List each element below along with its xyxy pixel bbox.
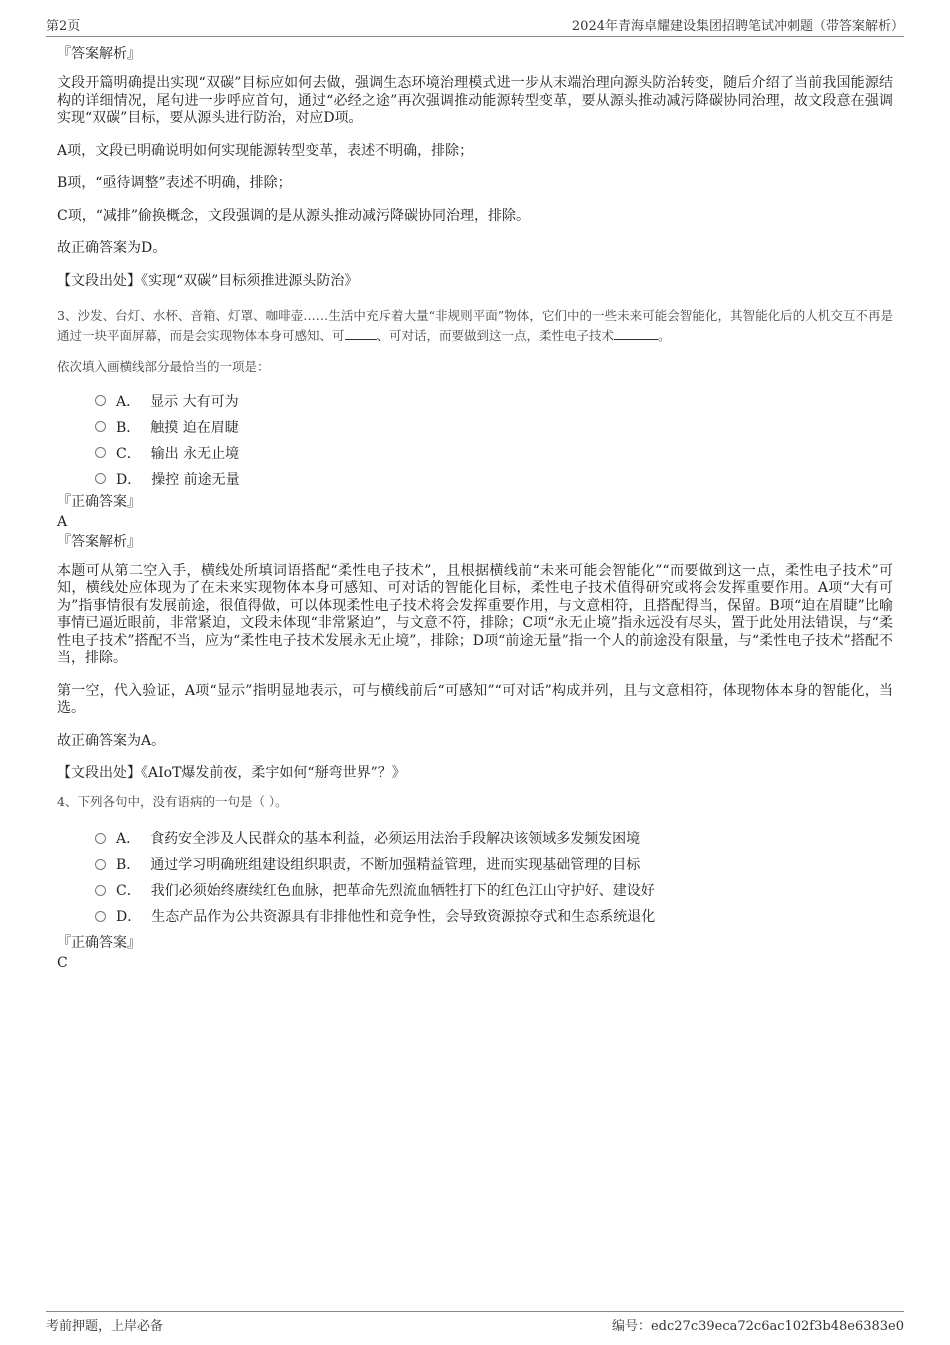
- page-content: [57, 44, 893, 973]
- analysis-paragraph-2: 第一空，代入验证，A项“显示”指明显地表示，可与横线前后“可感知”“可对话”构成并列，且与文意相符，体现物体本身的智能化，当选。: [57, 682, 893, 716]
- option-c[interactable]: C． 输出 永无止境: [95, 440, 893, 466]
- answer-value: A: [57, 513, 68, 530]
- page-number: 第2页: [46, 19, 81, 34]
- document-title: 2024年青海卓耀建设集团招聘笔试冲刺题（带答案解析）: [571, 19, 904, 34]
- question-4-options: [57, 825, 893, 929]
- blank-2: [614, 327, 658, 340]
- radio-icon[interactable]: [95, 833, 106, 844]
- question-3-options: [57, 388, 893, 492]
- option-c[interactable]: C． 我们必须始终赓续红色血脉，把革命先烈流血牺牲打下的红色江山守护好、建设好: [95, 877, 893, 903]
- source-citation: 【文段出处】《实现“双碳”目标须推进源头防治》: [57, 272, 359, 289]
- document-code: 编号：edc27c39eca72c6ac102f3b48e6383e0: [611, 1318, 904, 1334]
- stem-part-3: 。: [658, 327, 671, 343]
- question-3-stem: [57, 306, 893, 346]
- option-b[interactable]: B． 触摸 迫在眉睫: [95, 414, 893, 440]
- answer-value: C: [57, 955, 68, 971]
- conclusion: 故正确答案为D。: [57, 240, 167, 256]
- option-a-analysis: A项，文段已明确说明如何实现能源转型变革，表述不明确，排除；: [57, 142, 474, 159]
- analysis-label: 『答案解析』: [57, 533, 141, 550]
- answer-label: 『正确答案』: [57, 935, 141, 951]
- page-footer: [46, 1311, 904, 1336]
- blank-1: [345, 327, 377, 340]
- answer-label: 『正确答案』: [57, 493, 141, 510]
- option-c-analysis: C项，“减排”偷换概念，文段强调的是从源头推动减污降碳协同治理，排除。: [57, 207, 531, 224]
- option-b[interactable]: B． 通过学习明确班组建设组织职责，不断加强精益管理，进而实现基础管理的目标: [95, 851, 893, 877]
- radio-icon[interactable]: [95, 395, 106, 406]
- page-header: [46, 14, 904, 37]
- option-a[interactable]: A． 显示 大有可为: [95, 388, 893, 414]
- option-d[interactable]: D． 生态产品作为公共资源具有非排他性和竞争性，会导致资源掠夺式和生态系统退化: [95, 903, 893, 929]
- option-b-analysis: B项，“亟待调整”表述不明确，排除；: [57, 175, 292, 191]
- stem-part-2: 、可对话，而要做到这一点，柔性电子技术: [376, 327, 615, 343]
- analysis-paragraph-1: 本题可从第二空入手，横线处所填词语搭配“柔性电子技术”，且根据横线前“未来可能会智能化”“而要做到这一点，柔性电子技术”可知，横线处应体现为了在未来实现物体本身可感知、可对话的智能化目标，柔性电子技术值得研究或将会发挥重要作用。A项“大有可为”指事情很有发展前途，很值得做，可以体现柔性电子技术将会发挥重要作用，与文意相符，且搭配得当，保留。B项“迫在眉睫”比喻事情已逼近眼前，非常紧迫，文段未体现“非常紧迫”，与文意不符，排除；C项“永无止境”指永远没有尽头，置于此处用法错误，与“柔性电子技术”搭配不当，应为“柔性电子技术发展永无止境”，排除；D项“前途无量”指一个人的前途没有限量，与“柔性电子技术”搭配不当，排除。: [57, 562, 893, 666]
- conclusion: 故正确答案为A。: [57, 732, 166, 749]
- footer-slogan: 考前押题，上岸必备: [46, 1318, 164, 1334]
- radio-icon[interactable]: [95, 447, 106, 458]
- radio-icon[interactable]: [95, 421, 106, 432]
- question-3-prompt: 依次填入画横线部分最恰当的一项是：: [57, 358, 270, 374]
- option-d[interactable]: D． 操控 前途无量: [95, 466, 893, 492]
- question-4-stem: 4、下列各句中，没有语病的一句是（ ）。: [57, 794, 288, 809]
- option-a[interactable]: A． 食药安全涉及人民群众的基本利益，必须运用法治手段解决该领域多发频发困境: [95, 825, 893, 851]
- analysis-paragraph: 文段开篇明确提出实现“双碳”目标应如何去做，强调生态环境治理模式进一步从末端治理向源头防治转变，随后介绍了当前我国能源结构的详细情况，尾句进一步呼应首句，通过“必经之途”再次强调推动能源转型变革，要从源头推动减污降碳协同治理，故文段意在强调实现“双碳”目标，要从源头进行防治，对应D项。: [57, 75, 893, 126]
- source-citation: 【文段出处】《AIoT爆发前夜，柔宇如何“掰弯世界”？》: [57, 765, 406, 781]
- stem-part-1: 3、沙发、台灯、水杯、音箱、灯罩、咖啡壶……生活中充斥着大量“非规则平面”物体，它们中的一些未来可能会智能化，其智能化后的人机交互不再是通过一块平面屏幕，而是会实现物体本身可感知、可: [57, 307, 893, 343]
- radio-icon[interactable]: [95, 885, 106, 896]
- radio-icon[interactable]: [95, 911, 106, 922]
- analysis-label: 『答案解析』: [57, 46, 141, 62]
- radio-icon[interactable]: [95, 473, 106, 484]
- radio-icon[interactable]: [95, 859, 106, 870]
